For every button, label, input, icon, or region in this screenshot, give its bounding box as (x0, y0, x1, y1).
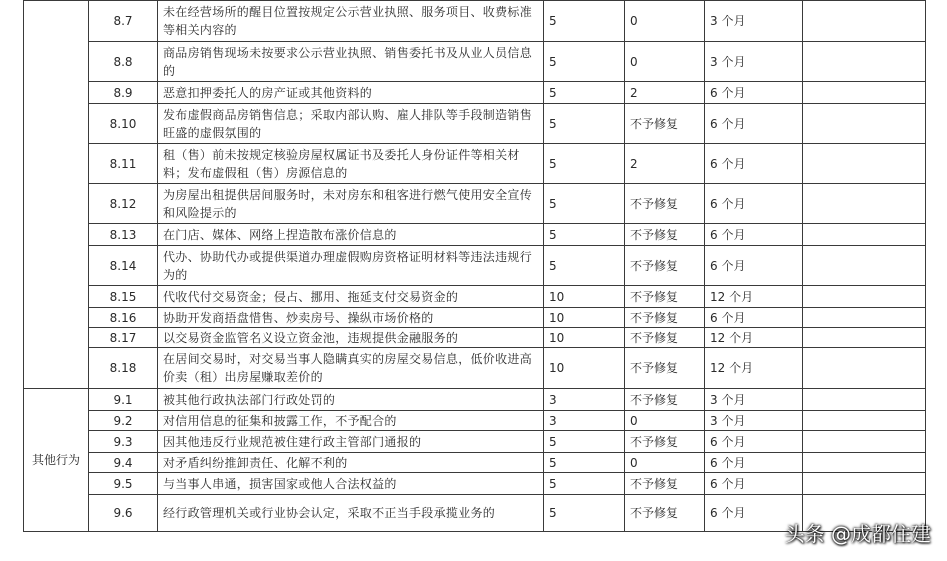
item-repair: 不予修复 (625, 286, 705, 308)
item-repair: 0 (625, 42, 705, 82)
blank-cell (803, 473, 926, 495)
item-repair: 不予修复 (625, 348, 705, 389)
item-period: 6 个月 (705, 184, 803, 224)
table-row (24, 1, 926, 42)
table-row (24, 431, 926, 453)
item-period: 6 个月 (705, 308, 803, 328)
item-description: 商品房销售现场未按要求公示营业执照、销售委托书及从业人员信息的 (158, 42, 544, 82)
item-description: 为房屋出租提供居间服务时，未对房东和租客进行燃气使用安全宣传和风险提示的 (158, 184, 544, 224)
blank-cell (803, 144, 926, 184)
table-row (24, 389, 926, 411)
watermark: 头条 @成都住建 (784, 522, 931, 546)
item-score: 3 (544, 411, 625, 431)
item-code: 8.9 (89, 82, 158, 104)
table-row (24, 411, 926, 431)
blank-cell (803, 308, 926, 328)
table-row (24, 348, 926, 389)
item-repair: 不予修复 (625, 246, 705, 286)
item-code: 8.8 (89, 42, 158, 82)
table-row (24, 453, 926, 473)
blank-cell (803, 431, 926, 453)
item-score: 5 (544, 104, 625, 144)
item-code: 8.14 (89, 246, 158, 286)
item-code: 8.12 (89, 184, 158, 224)
item-score: 5 (544, 495, 625, 532)
item-code: 8.11 (89, 144, 158, 184)
item-period: 6 个月 (705, 453, 803, 473)
blank-cell (803, 184, 926, 224)
item-period: 6 个月 (705, 144, 803, 184)
item-repair: 不予修复 (625, 308, 705, 328)
table-row (24, 144, 926, 184)
table-row (24, 286, 926, 308)
item-repair: 不予修复 (625, 328, 705, 348)
item-description: 对信用信息的征集和披露工作，不予配合的 (158, 411, 544, 431)
item-score: 10 (544, 348, 625, 389)
item-score: 10 (544, 308, 625, 328)
credit-rules-table (23, 0, 926, 532)
item-code: 8.16 (89, 308, 158, 328)
category-cell-9: 其他行为 (24, 389, 89, 532)
blank-cell (803, 82, 926, 104)
item-code: 8.7 (89, 1, 158, 42)
item-period: 6 个月 (705, 473, 803, 495)
table-row (24, 473, 926, 495)
item-code: 8.13 (89, 224, 158, 246)
item-score: 5 (544, 473, 625, 495)
table-row (24, 246, 926, 286)
item-period: 12 个月 (705, 348, 803, 389)
item-repair: 2 (625, 144, 705, 184)
item-description: 未在经营场所的醒目位置按规定公示营业执照、服务项目、收费标准等相关内容的 (158, 1, 544, 42)
item-score: 5 (544, 453, 625, 473)
item-period: 12 个月 (705, 328, 803, 348)
item-code: 9.2 (89, 411, 158, 431)
item-description: 在门店、媒体、网络上捏造散布涨价信息的 (158, 224, 544, 246)
item-repair: 不予修复 (625, 104, 705, 144)
table-row (24, 328, 926, 348)
item-repair: 不予修复 (625, 224, 705, 246)
item-description: 被其他行政执法部门行政处罚的 (158, 389, 544, 411)
item-repair: 0 (625, 411, 705, 431)
table-row (24, 308, 926, 328)
blank-cell (803, 246, 926, 286)
item-description: 协助开发商捂盘惜售、炒卖房号、操纵市场价格的 (158, 308, 544, 328)
table-row (24, 82, 926, 104)
item-period: 12 个月 (705, 286, 803, 308)
blank-cell (803, 348, 926, 389)
blank-cell (803, 389, 926, 411)
item-repair: 不予修复 (625, 184, 705, 224)
item-repair: 0 (625, 453, 705, 473)
item-code: 9.4 (89, 453, 158, 473)
item-period: 3 个月 (705, 42, 803, 82)
table-row (24, 224, 926, 246)
item-repair: 不予修复 (625, 495, 705, 532)
item-score: 5 (544, 431, 625, 453)
item-description: 以交易资金监管名义设立资金池，违规提供金融服务的 (158, 328, 544, 348)
item-score: 5 (544, 42, 625, 82)
item-description: 发布虚假商品房销售信息；采取内部认购、雇人排队等手段制造销售旺盛的虚假氛围的 (158, 104, 544, 144)
item-repair: 不予修复 (625, 431, 705, 453)
item-description: 代办、协助代办或提供渠道办理虚假购房资格证明材料等违法违规行为的 (158, 246, 544, 286)
item-code: 8.17 (89, 328, 158, 348)
item-period: 6 个月 (705, 82, 803, 104)
blank-cell (803, 286, 926, 308)
item-period: 6 个月 (705, 246, 803, 286)
table-row (24, 184, 926, 224)
item-period: 6 个月 (705, 104, 803, 144)
blank-cell (803, 1, 926, 42)
blank-cell (803, 42, 926, 82)
item-period: 3 个月 (705, 411, 803, 431)
category-cell-8 (24, 1, 89, 389)
blank-cell (803, 224, 926, 246)
item-repair: 不予修复 (625, 473, 705, 495)
item-description: 恶意扣押委托人的房产证或其他资料的 (158, 82, 544, 104)
item-repair: 2 (625, 82, 705, 104)
item-period: 6 个月 (705, 224, 803, 246)
item-code: 8.15 (89, 286, 158, 308)
item-code: 9.6 (89, 495, 158, 532)
item-score: 5 (544, 224, 625, 246)
item-score: 3 (544, 389, 625, 411)
item-code: 9.1 (89, 389, 158, 411)
item-code: 9.3 (89, 431, 158, 453)
table-row (24, 42, 926, 82)
item-score: 10 (544, 286, 625, 308)
item-description: 经行政管理机关或行业协会认定，采取不正当手段承揽业务的 (158, 495, 544, 532)
blank-cell (803, 411, 926, 431)
item-repair: 0 (625, 1, 705, 42)
blank-cell (803, 328, 926, 348)
item-description: 租（售）前未按规定核验房屋权属证书及委托人身份证件等相关材料；发布虚假租（售）房源信息的 (158, 144, 544, 184)
item-score: 5 (544, 144, 625, 184)
item-code: 8.10 (89, 104, 158, 144)
blank-cell (803, 453, 926, 473)
item-score: 5 (544, 246, 625, 286)
item-score: 5 (544, 184, 625, 224)
item-description: 对矛盾纠纷推卸责任、化解不利的 (158, 453, 544, 473)
item-score: 5 (544, 82, 625, 104)
table-body (24, 1, 926, 532)
item-description: 与当事人串通，损害国家或他人合法权益的 (158, 473, 544, 495)
item-period: 3 个月 (705, 1, 803, 42)
item-period: 6 个月 (705, 431, 803, 453)
item-description: 在居间交易时，对交易当事人隐瞒真实的房屋交易信息，低价收进高价卖（租）出房屋赚取差价的 (158, 348, 544, 389)
item-period: 6 个月 (705, 495, 803, 532)
item-score: 10 (544, 328, 625, 348)
item-code: 8.18 (89, 348, 158, 389)
table-row (24, 104, 926, 144)
item-score: 5 (544, 1, 625, 42)
item-description: 因其他违反行业规范被住建行政主管部门通报的 (158, 431, 544, 453)
blank-cell (803, 104, 926, 144)
item-repair: 不予修复 (625, 389, 705, 411)
item-description: 代收代付交易资金；侵占、挪用、拖延支付交易资金的 (158, 286, 544, 308)
item-period: 3 个月 (705, 389, 803, 411)
item-code: 9.5 (89, 473, 158, 495)
